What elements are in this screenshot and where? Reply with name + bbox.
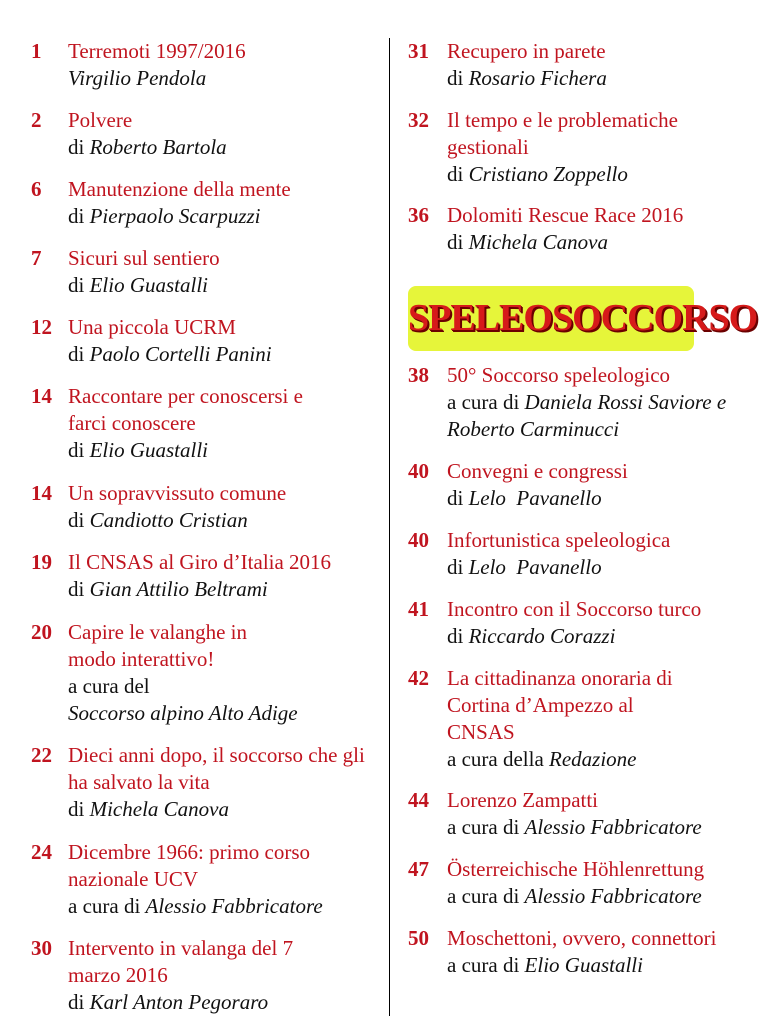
article-author: di Elio Guastalli xyxy=(68,438,209,462)
article-title: Lorenzo Zampatti xyxy=(447,788,599,812)
article-title: Raccontare per conoscersi e farci conoscere xyxy=(68,384,303,435)
article-author: a cura di Elio Guastalli xyxy=(447,953,643,977)
article-title: Il CNSAS al Giro d’Italia 2016 xyxy=(68,550,332,574)
page-number: 47 xyxy=(408,857,429,881)
page-number: 19 xyxy=(31,550,52,574)
author-name: Roberto Bartola xyxy=(89,135,227,159)
article-title: Manutenzione della mente xyxy=(68,177,291,201)
author-name: Paolo Cortelli Panini xyxy=(89,342,272,366)
page-number: 31 xyxy=(408,39,429,63)
article-title: Intervento in valanga del 7 marzo 2016 xyxy=(68,936,294,987)
article-title: Infortunistica speleologica xyxy=(447,528,671,552)
author-name: Alessio Fabbricatore xyxy=(145,894,323,918)
author-name: Gian Attilio Beltrami xyxy=(89,577,268,601)
author-name: Daniela Rossi Saviore e Roberto Carminucci xyxy=(447,390,727,441)
article-title: Convegni e congressi xyxy=(447,459,628,483)
article-author: di Cristiano Zoppello xyxy=(447,162,628,186)
author-name: Elio Guastalli xyxy=(89,273,209,297)
article-author: di Candiotto Cristian xyxy=(68,508,248,532)
article-title: Capire le valanghe in modo interattivo! xyxy=(68,620,248,671)
article-title: Sicuri sul sentiero xyxy=(68,246,220,270)
article-author: di Lelo Pavanello xyxy=(447,555,602,579)
page-number: 40 xyxy=(408,528,429,552)
author-name: Pierpaolo Scarpuzzi xyxy=(89,204,261,228)
article-author: a cura di Daniela Rossi Saviore e Roberto Carminucci xyxy=(447,390,727,441)
page-number: 2 xyxy=(31,108,42,132)
article-title: Moschettoni, ovvero, connettori xyxy=(447,926,717,950)
author-name: Alessio Fabbricatore xyxy=(524,815,702,839)
article-title: Un sopravvissuto comune xyxy=(68,481,287,505)
article-author: di Roberto Bartola xyxy=(68,135,227,159)
article-author: a cura della Redazione xyxy=(447,747,637,771)
author-name: Alessio Fabbricatore xyxy=(524,884,702,908)
author-name: Lelo Pavanello xyxy=(468,486,602,510)
author-name: Elio Guastalli xyxy=(89,438,209,462)
article-author: di Rosario Fichera xyxy=(447,66,607,90)
page-number: 22 xyxy=(31,743,52,767)
article-title: Terremoti 1997/2016 xyxy=(68,39,246,63)
column-divider xyxy=(389,38,390,1016)
article-author: di Pierpaolo Scarpuzzi xyxy=(68,204,261,228)
author-name: Elio Guastalli xyxy=(524,953,643,977)
article-author: di Elio Guastalli xyxy=(68,273,209,297)
article-author: di Lelo Pavanello xyxy=(447,486,602,510)
article-title: Dolomiti Rescue Race 2016 xyxy=(447,203,684,227)
article-author: di Riccardo Corazzi xyxy=(447,624,616,648)
page-number: 7 xyxy=(31,246,42,270)
author-name: Virgilio Pendola xyxy=(68,66,207,90)
page-number: 14 xyxy=(31,384,52,408)
page-number: 40 xyxy=(408,459,429,483)
page-number: 30 xyxy=(31,936,52,960)
page-number: 36 xyxy=(408,203,429,227)
article-author: a cura di Alessio Fabbricatore xyxy=(447,884,702,908)
article-author: di Michela Canova xyxy=(68,797,229,821)
article-title: Dicembre 1966: primo corso nazionale UCV xyxy=(68,840,311,891)
speleosoccorso-logo xyxy=(408,286,758,351)
article-title: Una piccola UCRM xyxy=(68,315,236,339)
author-name: Redazione xyxy=(549,747,637,771)
page-number: 6 xyxy=(31,177,42,201)
article-author: di Karl Anton Pegoraro xyxy=(68,990,269,1014)
article-author: a cura del Soccorso alpino Alto Adige xyxy=(68,674,298,725)
page-number: 12 xyxy=(31,315,52,339)
author-name: Michela Canova xyxy=(468,230,608,254)
article-title: Incontro con il Soccorso turco xyxy=(447,597,702,621)
article-title: La cittadinanza onoraria di Cortina d’Ampezzo al CNSAS xyxy=(447,666,673,744)
article-title: Österreichische Höhlenrettung xyxy=(447,857,705,881)
page-number: 44 xyxy=(408,788,429,812)
author-name: Candiotto Cristian xyxy=(89,508,248,532)
page-number: 41 xyxy=(408,597,429,621)
speleosoccorso-logo-text: SPELEOSOCCORSO xyxy=(408,297,758,339)
article-title: Dieci anni dopo, il soccorso che gli ha salvato la vita xyxy=(68,743,365,794)
article-author: a cura di Alessio Fabbricatore xyxy=(447,815,702,839)
author-name: Soccorso alpino Alto Adige xyxy=(68,701,298,725)
article-title: Il tempo e le problematiche gestionali xyxy=(447,108,678,159)
author-name: Lelo Pavanello xyxy=(468,555,602,579)
article-author: a cura di Alessio Fabbricatore xyxy=(68,894,323,918)
page-number: 14 xyxy=(31,481,52,505)
article-title: Polvere xyxy=(68,108,133,132)
article-author: di Paolo Cortelli Panini xyxy=(68,342,272,366)
page-number: 32 xyxy=(408,108,429,132)
author-name: Riccardo Corazzi xyxy=(468,624,616,648)
article-title: 50° Soccorso speleologico xyxy=(447,363,671,387)
page-number: 24 xyxy=(31,840,52,864)
page-number: 50 xyxy=(408,926,429,950)
author-name: Cristiano Zoppello xyxy=(468,162,628,186)
author-name: Karl Anton Pegoraro xyxy=(89,990,269,1014)
page-number: 20 xyxy=(31,620,52,644)
article-title: Recupero in parete xyxy=(447,39,606,63)
page-number: 38 xyxy=(408,363,429,387)
article-author: di Michela Canova xyxy=(447,230,608,254)
page-number: 42 xyxy=(408,666,429,690)
article-author xyxy=(68,65,386,92)
author-name: Michela Canova xyxy=(89,797,229,821)
author-name: Rosario Fichera xyxy=(468,66,607,90)
page-number: 1 xyxy=(31,39,42,63)
article-author: di Gian Attilio Beltrami xyxy=(68,577,268,601)
